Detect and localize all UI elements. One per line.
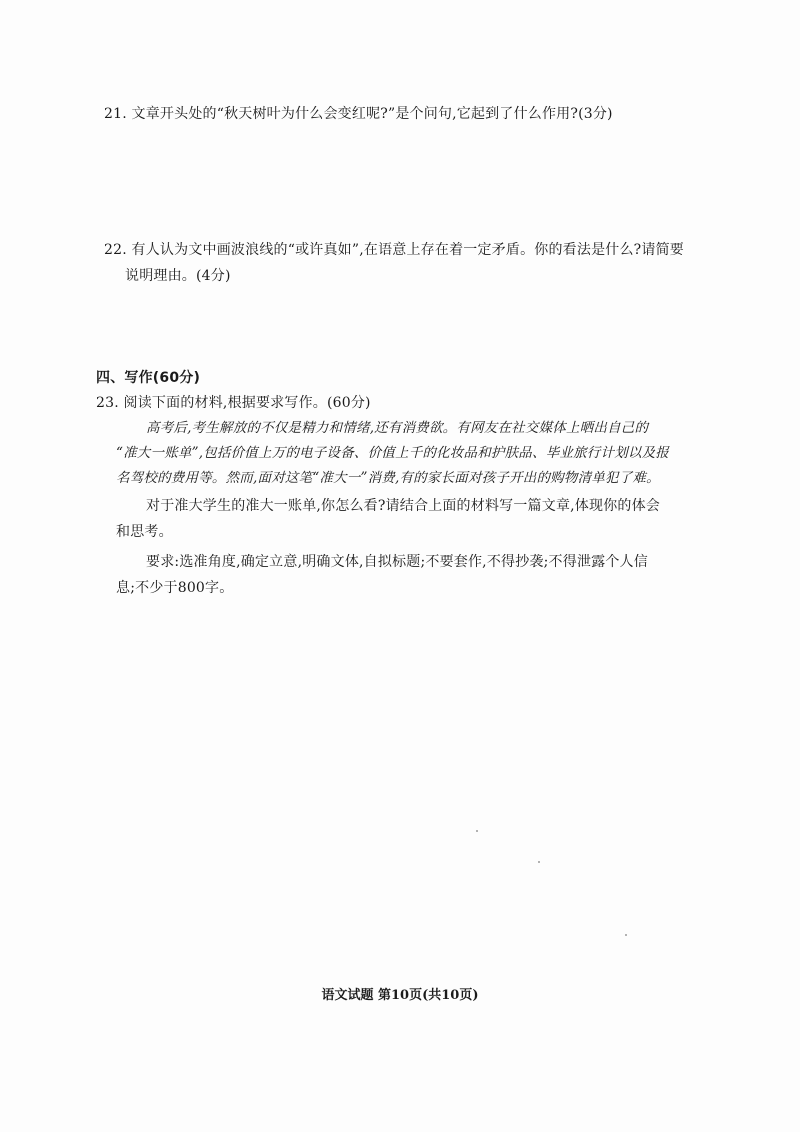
prompt-line-1: 对于准大学生的准大一账单,你怎么看?请结合上面的材料写一篇文章,体现你的体会 bbox=[146, 498, 661, 514]
question-22-line-2: 说明理由。(4分) bbox=[125, 268, 231, 284]
question-22-line-1: 22. 有人认为文中画波浪线的“或许真如”,在语意上存在着一定矛盾。你的看法是什么?请简要 bbox=[104, 242, 684, 258]
section-4-heading: 四、写作(60分) bbox=[96, 370, 201, 386]
scan-speck bbox=[625, 934, 627, 936]
prompt-line-2: 和思考。 bbox=[116, 524, 173, 540]
material-line-3: 名驾校的费用等。然而,面对这笔“准大一”消费,有的家长面对孩子开出的购物清单犯了难。 bbox=[116, 470, 660, 486]
requirements-line-2: 息;不少于800字。 bbox=[116, 580, 234, 596]
material-line-1: 高考后,考生解放的不仅是精力和情绪,还有消费欲。有网友在社交媒体上晒出自己的 bbox=[146, 420, 649, 436]
question-23: 23. 阅读下面的材料,根据要求写作。(60分) bbox=[96, 395, 371, 411]
question-21: 21. 文章开头处的“秋天树叶为什么会变红呢?”是个问句,它起到了什么作用?(3分) bbox=[104, 106, 613, 122]
scan-speck bbox=[538, 861, 540, 863]
material-line-2: “准大一账单”,包括价值上万的电子设备、价值上千的化妆品和护肤品、毕业旅行计划以及报 bbox=[116, 445, 669, 461]
scan-speck bbox=[476, 830, 478, 832]
page-footer: 语文试题 第10页(共10页) bbox=[321, 988, 479, 1003]
requirements-line-1: 要求:选准角度,确定立意,明确文体,自拟标题;不要套作,不得抄袭;不得泄露个人信 bbox=[146, 554, 648, 570]
